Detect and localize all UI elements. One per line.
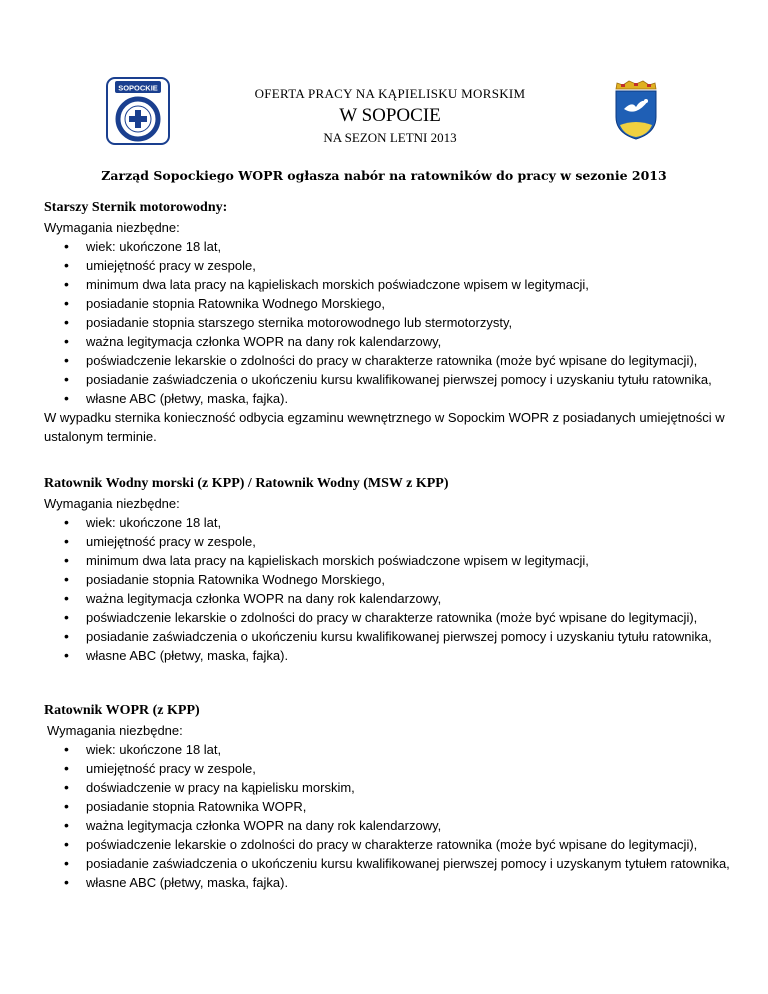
list-item: • własne ABC (płetwy, maska, fajka). — [44, 873, 734, 892]
section-title: Ratownik WOPR (z KPP) — [44, 703, 200, 718]
requirements-list — [44, 237, 734, 408]
list-item: • ważna legitymacja członka WOPR na dany rok kalendarzowy, — [44, 589, 734, 608]
wopr-logo — [106, 77, 170, 145]
list-item: • doświadczenie w pracy na kąpielisku morskim, — [44, 778, 734, 797]
title-line-1: OFERTA PRACY NA KĄPIELISKU MORSKIM — [254, 86, 526, 101]
list-item: • minimum dwa lata pracy na kąpieliskach morskich poświadczone wpisem w legitymacji, — [44, 551, 734, 570]
requirements-label: Wymagania niezbędne: — [47, 723, 183, 738]
list-item: • posiadanie stopnia Ratownika Wodnego Morskiego, — [44, 570, 734, 589]
coat-of-arms-icon — [612, 79, 660, 141]
list-item: • wiek: ukończone 18 lat, — [44, 740, 734, 759]
list-item: • posiadanie zaświadczenia o ukończeniu kursu kwalifikowanej pierwszej pomocy i uzyskaniu tytułu ratownika, — [44, 627, 734, 646]
section-ratownik-wopr — [44, 701, 734, 892]
requirements-label: Wymagania niezbędne: — [44, 496, 180, 511]
list-item: • minimum dwa lata pracy na kąpieliskach morskich poświadczone wpisem w legitymacji, — [44, 275, 734, 294]
requirements-list — [44, 740, 734, 892]
list-item: • posiadanie stopnia Ratownika Wodnego Morskiego, — [44, 294, 734, 313]
list-item: • własne ABC (płetwy, maska, fajka). — [44, 646, 734, 665]
requirements-label: Wymagania niezbędne: — [44, 220, 180, 235]
offer-title — [230, 86, 550, 146]
section-sternik — [44, 198, 734, 446]
logo-left-label: SOPOCKIE — [118, 83, 158, 93]
section-title: Ratownik Wodny morski (z KPP) / Ratownik Wodny (MSW z KPP) — [44, 476, 449, 491]
section-note: W wypadku sternika konieczność odbycia egzaminu wewnętrznego w Sopockim WOPR z posiadanych umiejętności w ustalonym terminie. — [44, 410, 725, 444]
title-line-2: W SOPOCIE — [339, 105, 441, 126]
list-item: • umiejętność pracy w zespole, — [44, 532, 734, 551]
list-item: • posiadanie zaświadczenia o ukończeniu kursu kwalifikowanej pierwszej pomocy i uzyskanym tytułem ratownika, — [44, 854, 734, 873]
announcement: Zarząd Sopockiego WOPR ogłasza nabór na ratowników do pracy w sezonie 2013 — [101, 168, 667, 183]
list-item: • własne ABC (płetwy, maska, fajka). — [44, 389, 734, 408]
wopr-emblem-icon — [106, 77, 170, 145]
list-item: • poświadczenie lekarskie o zdolności do pracy w charakterze ratownika (może być wpisane do legitymacji), — [44, 835, 734, 854]
list-item: • ważna legitymacja członka WOPR na dany rok kalendarzowy, — [44, 816, 734, 835]
list-item: • posiadanie stopnia starszego sternika motorowodnego lub stermotorzysty, — [44, 313, 734, 332]
list-item: • poświadczenie lekarskie o zdolności do pracy w charakterze ratownika (może być wpisane do legitymacji), — [44, 608, 734, 627]
list-item: • umiejętność pracy w zespole, — [44, 256, 734, 275]
section-ratownik-wodny — [44, 474, 734, 665]
requirements-list — [44, 513, 734, 665]
list-item: • posiadanie stopnia Ratownika WOPR, — [44, 797, 734, 816]
list-item: • poświadczenie lekarskie o zdolności do pracy w charakterze ratownika (może być wpisane do legitymacji), — [44, 351, 734, 370]
list-item: • ważna legitymacja członka WOPR na dany rok kalendarzowy, — [44, 332, 734, 351]
list-item: • umiejętność pracy w zespole, — [44, 759, 734, 778]
list-item: • wiek: ukończone 18 lat, — [44, 237, 734, 256]
list-item: • wiek: ukończone 18 lat, — [44, 513, 734, 532]
section-title: Starszy Sternik motorowodny: — [44, 200, 228, 215]
title-line-3: NA SEZON LETNI 2013 — [323, 130, 457, 145]
sopot-coat-of-arms — [612, 79, 660, 141]
list-item: • posiadanie zaświadczenia o ukończeniu kursu kwalifikowanej pierwszej pomocy i uzyskaniu tytułu ratownika, — [44, 370, 734, 389]
